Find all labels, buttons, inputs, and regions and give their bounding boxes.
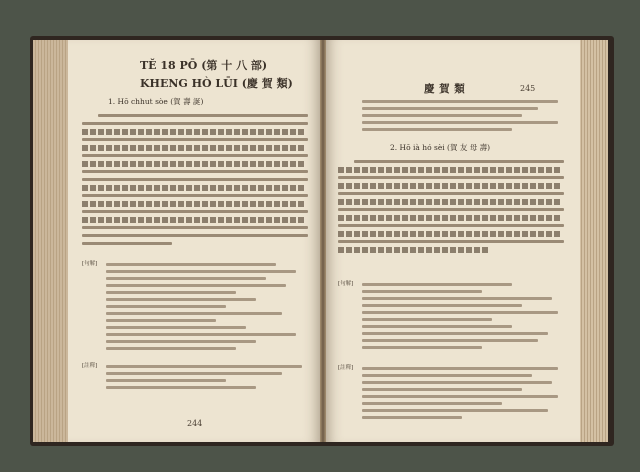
left-page-number: 244: [187, 419, 203, 428]
right-notes-label: [句解]: [338, 281, 354, 287]
right-page: [324, 40, 580, 442]
right-page-number: 245: [520, 84, 536, 93]
right-body-text: [338, 158, 564, 278]
right-page-edges: [578, 40, 608, 442]
left-annotation-list: [106, 364, 306, 394]
left-heading-line: TĚ 18 PŌ (第 十 八 部): [140, 59, 268, 72]
left-page-edges: [33, 40, 69, 442]
left-section-title: 1. Hō chhut sòe (賀 壽 誕): [108, 97, 204, 106]
left-body-text: [82, 112, 308, 257]
book-gutter: [320, 40, 326, 442]
right-notes-list: [362, 282, 562, 360]
left-heading-title: KHENG HÒ LŪI (慶 賀 類): [140, 77, 293, 90]
left-page: [68, 40, 322, 442]
right-annotation-label: [註釋]: [338, 365, 354, 371]
right-top-notes: [362, 98, 562, 136]
left-notes-label: [句解]: [82, 261, 98, 267]
right-running-head: 慶 賀 類: [424, 83, 466, 95]
left-notes-list: [106, 262, 306, 357]
left-annotation-label: [註釋]: [82, 363, 98, 369]
right-section-title: 2. Hō ià hó sèi (賀 友 母 壽): [390, 143, 491, 152]
right-annotation-list: [362, 366, 562, 426]
